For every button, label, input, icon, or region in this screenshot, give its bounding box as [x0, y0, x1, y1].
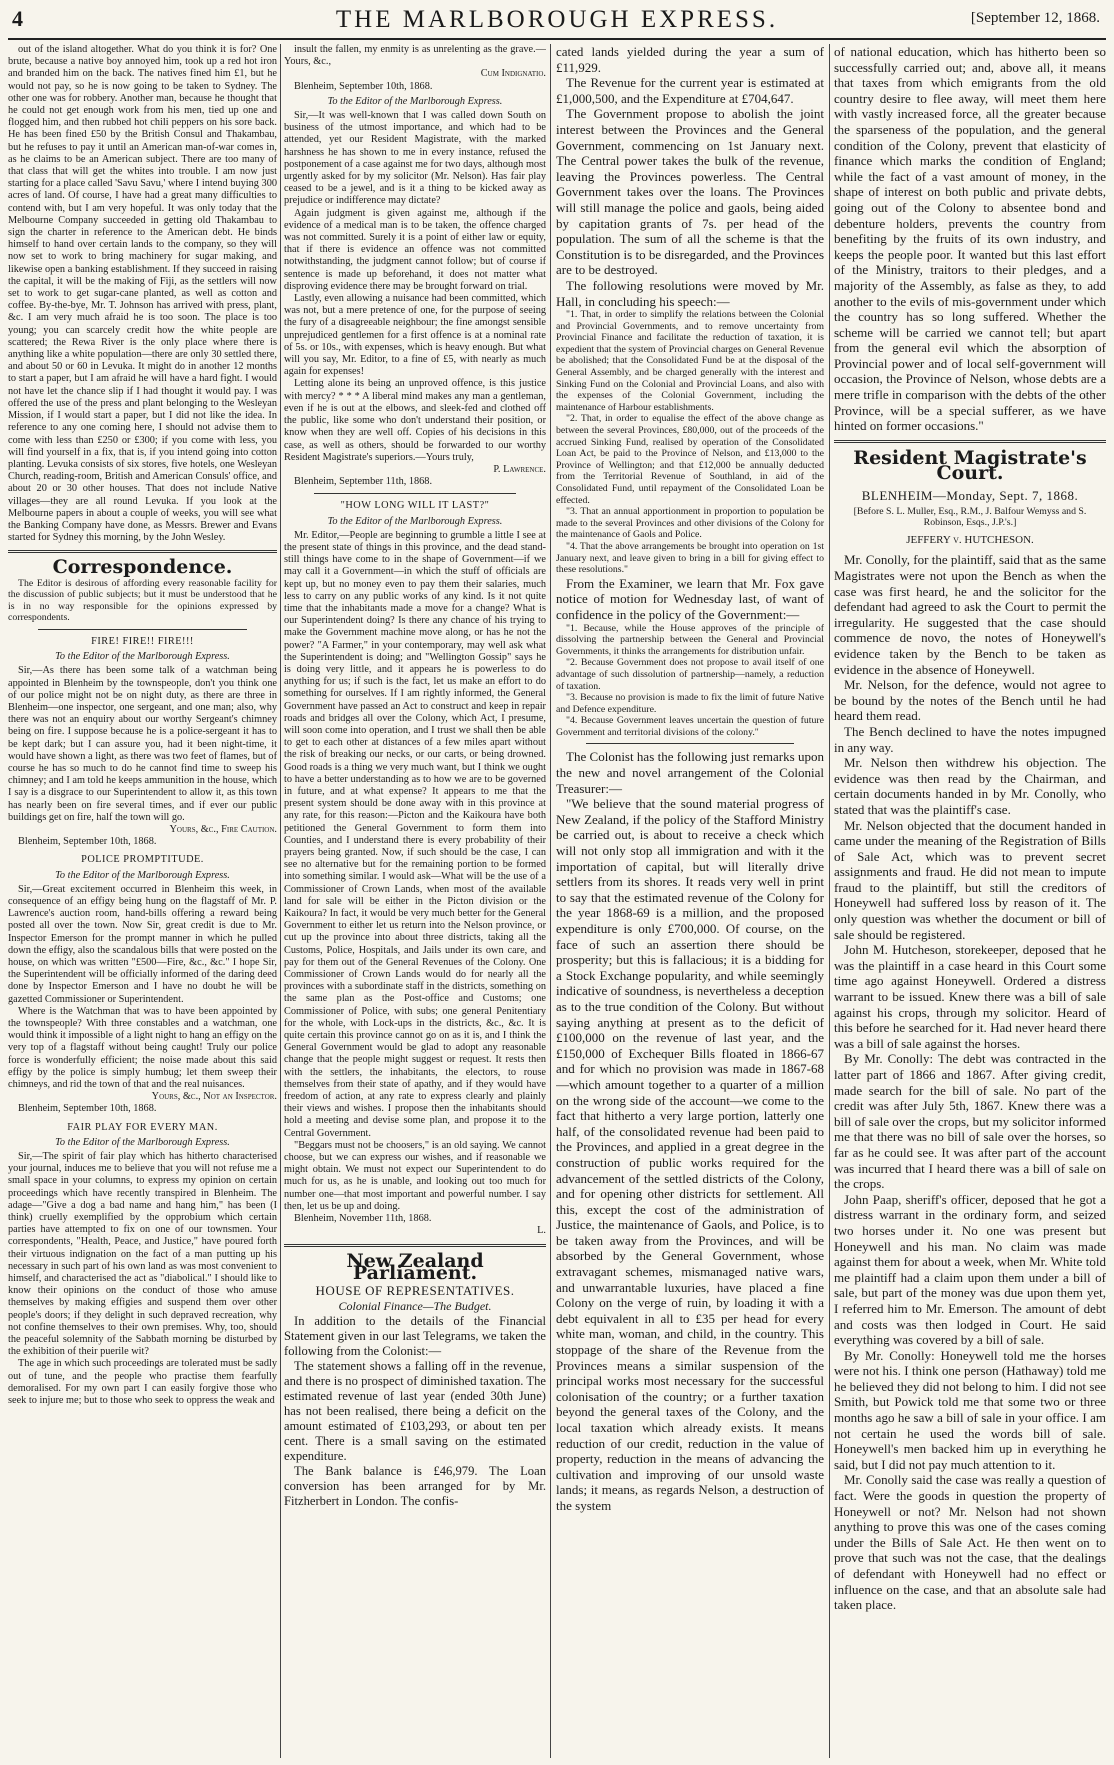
how-long-p1: Mr. Editor,—People are beginning to grumble a little I see at the present state of things in this province, and the dead stand-still things have come to in the shape of Government—if we may call it a Government—in which the stuff of officials are kept up, but no money even to pay them their salaries, much less to carry on any public works of any kind. Is it not quite time that the inhabitants made a move for a change? What is our Superintendent doing? Is there any chance of his trying to make the Government machine move along, or has he not the power? "A Farmer," in your contemporary, may well ask what the Superintendent is doing; and "Wellington Gossip" says he is doing very little, and it appears he is powerless to do anything for us; if such is the fact, let us make an effort to do something for ourselves. If I am rightly informed, the General Government have passed an Act to construct and keep in repair roads and bridges all over the Colony, which Act, I presume, will soon come into operation, and I trust we shall then be able to get to each other at distances of a few miles apart without the risk of breaking our necks, or our carts, or being drowned. Good roads is a thing we very much want, but I think we ought to have a better understanding as to how we are to be governed in future, and at what expense? It appears to me that the present system should be done away with in this province at any rate, for this reason:—Picton and the Kaikoura have both petitioned the General Government to form them into Counties, and I understand there is every probability of their prayers being granted. Now, if such should be the case, I can see no alternative but for the remaining portion to be formed into something similar. I would ask—What will be the use of a Commissioner of Crown Lands, when most of the available land for sale will be either in the Picton division or the Kaikoura? In fact, it would be very much better for the General Government to either let us return into the Nelson province, or cut up the province into about three districts, taking all the Customs, Police, Hospitals, and Jails under its own care, and pay for them out of the General Revenues of the Colony. One Commissioner of Crown Lands would do for nearly all the provinces with a subordinate staff in the districts, something on the same plan as the Post-office and Customs; one Commissioner of Police, with subs; one general Penitentiary for the whole, with Lock-ups in the districts, &c., &c. It is quite certain this province cannot go on as it is, and I think the General Government would be glad to adopt any reasonable change that the people might suggest or request. It rests then with the settlers, the inhabitants, the electors, to rouse themselves from their state of apathy, and if they would have freedom of action, at any rate to express clearly and plainly their views and wishes. I propose then the inhabitants should hold a meeting and devise some plan, and propose it to the Central Government. — [284, 529, 546, 1139]
fire-date: Blenheim, September 10th, 1868. — [18, 836, 157, 848]
court-p7: By Mr. Conolly: The debt was contracted in the latter part of 1866 and 1867. After giving credit, made search for the bill of sale. No part of the credit was after July 5th, 1867. Knew there was a bill of sale over the crops, but my solicitor informed me that there was no bill of sale over the horses, so far as he could see. It was after part of the account was incurred that I heard there was a bill of sale on the crops. — [834, 1051, 1106, 1192]
budget-p2: The statement shows a falling off in the revenue, and there is no prospect of diminished taxation. The estimated revenue of last year (ended 30th June) has not been realised, there being a deficit on the amount estimated of £103,293, or about ten per cent. There is a small saving on the estimated expenditure. — [284, 1359, 546, 1464]
fire-heading: FIRE! FIRE!! FIRE!!! — [91, 635, 194, 647]
editor-notice: The Editor is desirous of affording every reasonable facility for the discussion of public subjects; but it must be understood that he is in no way responsible for the opinions expressed by correspondents. — [8, 577, 277, 624]
fair-play-to-editor: To the Editor of the Marlborough Express. — [55, 1136, 230, 1148]
fair-play-p1: Sir,—The spirit of fair play which has hitherto characterised your journal, induces me to believe that you will not refuse me a small space in your columns, to express my opinion on certain proceedings which have recently transpired in Blenheim. The adage—"Give a dog a bad name and hang him," has been (I think) cruelly exemplified by the opprobium which certain parties have attempted to fix on one of our townsmen. Your correspondents, "Health, Peace, and Justice," have poured forth their virtuous indignation on the fact of a man putting up his necessary in such part of his own land as was most convenient to himself, and characterised the act as "diabolical." I should like to know their opinions on the conduct of those who amuse themselves by making effigies and suspend them over other people's doors; if they delight in such depraved recreation, why not confine themselves to their own premises. Why, too, should the peaceful solemnity of the Sabbath morning be disturbed by the exhibition of their puerile wit? — [8, 1151, 277, 1358]
masthead — [0, 0, 1114, 38]
court-p5: Mr. Nelson objected that the document handed in came under the meaning of the Registration of Bills of Sale Act, which was to prevent secret assignments and fraud. He did not mean to impute fraud to the plaintiff, but still the creditors of Honeywell had suffered loss by reason of it. The only question was whether the document or bill of sale should be registered. — [834, 817, 1106, 942]
police-heading: POLICE PROMPTITUDE. — [81, 854, 204, 866]
how-long-to-editor: To the Editor of the Marlborough Express. — [327, 515, 503, 527]
column-4 — [834, 44, 1106, 1758]
resolution-2: "2. That, in order to equalise the effect of the above change as between the several Provinces, £80,000, out of the proceeds of the accrued Sinking Fund, realised by operation of the Consolidated Loan Act, be paid to the Province of Nelson, and £13,000 to the Province of Wellington; and that £12,000 be annually deducted from the Territorial Revenue of Southland, in aid of the Consolidated Fund, until repayment of the Consolidated Loan be effected. — [556, 413, 824, 506]
separator — [314, 493, 516, 494]
house-heading: HOUSE OF REPRESENTATIVES. — [315, 1282, 515, 1298]
police-letter-p2: Where is the Watchman that was to have been appointed by the townspeople? With three constables and a watchman, one would think it impossible of a light night to hang an effigy on the very top of a flagstaff without being caught! Truly our police force is wonderfully efficient; the noise made about this said effigy by the police is simply humbug; let them sweep their chimneys, and rid the town of that and the real nuisances. — [8, 1005, 277, 1091]
resolution-1: "1. That, in order to simplify the relations between the Colonial and Provincial Governments, and to remove uncertainty from Provincial Finance and facilitate the reduction of taxation, it is expedient that the system of Provincial charges on General Revenue be abolished; that the Consolidated Fund be at the disposal of the General Assembly, and be charged generally with the interest and Sinking Fund on the Colonial and Provincial Loans, and also with the expenses of the Colonial Government, including the maintenance of Harbour establishments. — [556, 309, 824, 413]
column-divider — [550, 44, 551, 1758]
column-2 — [284, 44, 546, 1758]
police-signature: Yours, &c., Not an Inspector. — [151, 1091, 277, 1103]
court-p8: John Paap, sheriff's officer, deposed that he got a distress warrant in the ordinary form, and seized two horses under it. No one was present but Honeywell and his man. No claim was made against them for about a week, when Mr. White told me plaintiff had a claim upon them under a bill of sale, but part of the money was due upon them yet, I referred him to Mr. Emerson. The amount of debt and costs was then lodged in Court. He said everything was covered by a bill of sale. — [834, 1191, 1106, 1348]
masthead-rule — [8, 38, 1106, 40]
how-long-signature: L. — [537, 1225, 546, 1237]
section-rule — [284, 1244, 546, 1247]
court-bench: [Before S. L. Muller, Esq., R.M., J. Balfour Wemyss and S. Robinson, Esqs., J.P.'s.] — [853, 505, 1087, 529]
police-letter-p1: Sir,—Great excitement occurred in Blenheim this week, in consequence of an effigy being hung on the flagstaff of Mr. P. Lawrence's auction room, hand-bills offering a reward being posted all over the town. Now Sir, great credit is due to Mr. Inspector Emerson for the prompt manner in which he pulled down the effigy, also the scandalous bills that were posted on the house, on which was written "£500—Fire, &c., &c." I hope Sir, the Superintendent will be officially informed of the daring deed done by Inspector Emerson and I have no doubt he will be gazetted Commissioner or Superintendent. — [8, 883, 277, 1005]
fox-point-3: "3. Because no provision is made to fix the limit of future Native and Defence expenditure. — [556, 692, 824, 715]
budget-cont-1: cated lands yielded during the year a sum of £11,929. — [556, 44, 824, 75]
budget-cont-3: The Government propose to abolish the joint interest between the Provinces and the General Government, commencing on 1st January next. The Central power takes the bulk of the revenue, leaving the Provinces powerless. The Central Government takes over the loans. The Provinces will still manage the police and gaols, being aided by capitation grants of 7s. per head of the population. The sum of all the scheme is that the Constitution is to be disregarded, and the Provinces are to be destroyed. — [556, 106, 824, 278]
fire-signature: Yours, &c., Fire Caution. — [169, 823, 277, 835]
newspaper-title: THE MARLBOROUGH EXPRESS. — [335, 6, 779, 33]
resolution-3: "3. That an annual apportionment in proportion to population be made to the several Provinces and other divisions of the Colony for the maintenance of Gaols and Police. — [556, 506, 824, 541]
how-long-date: Blenheim, November 11th, 1868. — [294, 1213, 432, 1225]
judgment-p3: Lastly, even allowing a nuisance had been committed, which was not, but a mere pretence of one, for the purpose of seeing the fury of a disagreeable neighbour; the fine amongst sensible unprejudiced gentlemen for a first offence is at a nominal rate of 5s. or 10s., with expenses, which is heavy enough. But what will you say, Mr. Editor, to a fine of £5, with nearly as much again for expenses! — [284, 293, 546, 378]
court-heading: Resident Magistrate's Court. — [853, 446, 1087, 485]
section-rule — [8, 550, 277, 553]
resolution-4: "4. That the above arrangements be brought into operation on 1st January next, and leave given to bring in a bill for giving effect to these resolutions." — [556, 540, 824, 576]
issue-date: [September 12, 1868. — [970, 10, 1100, 26]
column-divider — [829, 44, 830, 1758]
page-number: 4 — [12, 6, 23, 31]
fire-to-editor: To the Editor of the Marlborough Express. — [55, 651, 230, 663]
court-p6: John M. Hutcheson, storekeeper, deposed that he was the plaintiff in a case heard in this Court some time ago against Honeywell. Ordered a distress warrant to be issued. Knew there was a bill of sale against his crops, through my solicitor. Heard of this before he searched for it. Had never heard there was a bill of sale against the horses. — [834, 942, 1106, 1051]
insult-letter-end: insult the fallen, my enmity is as unrelenting as the grave.—Yours, &c., — [284, 44, 546, 68]
colonist-quote-cont: of national education, which has hitherto been so successfully carried out; and, above all, it means that taxes from which emigrants from the old country desire to flee away, will meet them here with vastly increased force, all the greater because the sparseness of the population, and the general condition of the Colony, prevent that elasticity of finance which marks the condition of England; while the fact of a vast amount of money, in the shape of interest on both public and private debts, going out of the Colony to absentee bond and debenture holders, prevents the country from benefiting by the fruits of its own industry, and keeps the people poor. It wanted but this last effort of the Ministry, traitors to their pledges, and a majority of the Assembly, as false as they, to add another to the evils of mis-government under which the country has so long suffered. Whether the scheme will be carried we cannot tell; but apart from the general evil which the absorption of Provincial power and of local self-government will occasion, the Province of Nelson, whose debts are a mere trifle in comparison with the debts of the other Province, will be a special sufferer, as we have hinted on former occasions." — [834, 44, 1106, 434]
court-p9: By Mr. Conolly: Honeywell told me the horses were not his. I think one person (Hathaway) told me he believed they did not belong to him. I did not see Smith, but Powick told me that some two or three months ago he saw a bill of sale in your office. I am not certain he used the words bill of sale. Honeywell's men backed him up in everything he said, but I did not pay much attention to it. — [834, 1347, 1106, 1472]
court-p1: Mr. Conolly, for the plaintiff, said that as the same Magistrates were not upon the Bench as when the case was first heard, he and the solicitor for the defendant had agreed to ask the Court to permit the irregularity. He suggested that the case should commence de novo, the notes of Honeywell's evidence taken by the Bench to be taken as evidence in the absence of Honeywell. — [834, 552, 1106, 677]
fair-play-p2: The age in which such proceedings are tolerated must be sadly out of tune, and the people who practise them fearfully demoralised. For my own part I can easily forgive those who seek to injure me; but to those who seek to oppress the weak and — [8, 1358, 277, 1407]
insult-signature: Cum Indignatio. — [480, 68, 546, 80]
judgment-p4: Letting alone its being an unproved offence, is this justice with mercy? * * * A liberal mind makes any man a gentleman, even if he is out at the elbows, and sleek-fed and clothed off the public, like some who don't understand their position, or know when they are well off. Copies of his decisions in this case, as well as others, should be forwarded to our worthy Resident Magistrate's superiors.—Yours truly, — [284, 378, 546, 463]
budget-p3: The Bank balance is £46,979. The Loan conversion has been arranged for by Mr. Fitzherbert in London. The confis- — [284, 1464, 546, 1509]
correspondence-heading: Correspondence. — [52, 556, 233, 579]
fiji-letter: out of the island altogether. What do you think it is for? One brute, because a native boy annoyed him, took up a red hot iron and branded him on the back. The natives fined him £1, but he would not pay, so he is now going to be taken to Sydney. The other one was for robbery. Another man, because he thought that he could not get enough work from his men, tied up one and flogged him, and then rubbed hot chili peppers on his sore back. He has been fined £50 by the British Consul and Thakambau, but he refuses to pay it until an American man-of-war comes in, as he claims to be an American subject. There are too many of that class that will get the whites into trouble. I am now just starting for a place called 'Savu Savu,' where I intend buying 300 acres of land. Of course, I have had a great many difficulties to contend with, but I am very hopeful. It was only today that the Melbourne Company succeeded in getting old Thakambau to sign the charter in reference to the American debt. He binds himself to hand over certain lands to the company, so they will now set to work to bring machinery for sugar making, and likewise open a banking establishment. If they succeed in raising the capital, it will be the making of Fiji, as the settlers will now set to work to get sugar-cane planted, as well as cotton and coffee. By-the-bye, Mr. T. Johnson has arrived with press, plant, &c. I am very much afraid he is too soon. The place is too young; you can scarcely credit how the white people are scattered; the Rewa River is the only place where there is anything like a white population—there are only 30 settled there, and about 50 or 60 in Levuka. It might do in another 12 months to start a paper, but I am afraid he will have a hard fight. I would not have let the chance slip if I had thought it would pay. I was offered the use of the press and plant belonging to the Wesleyan Mission, if I would start a paper, but I did not like the idea. In reference to any one coming here, I should not advise them to come with less than £250 or £300; if you come with less, you will find yourself in a fix, that is, if you intend going into cotton planting. Levuka consists of six stores, five hotels, one Wesleyan Church, reading-room, British and American Consuls' office, and about 20 or 30 other houses. That does not include Native villages—they are all round Levuka. If you look at the Melbourne papers in about a couple of weeks, you will see what the Banking Company have done, as Messrs. Brewer and Evans started for Sydney this morning, by the John Wesley. — [8, 44, 277, 544]
column-1 — [8, 44, 277, 1758]
fox-point-1: "1. Because, while the House approves of the principle of dissolving the partnership between the General and Provincial Governments, it thinks the arrangements for distribution unfair. — [556, 622, 824, 657]
police-date: Blenheim, September 10th, 1868. — [18, 1103, 157, 1115]
judgment-signature: P. Lawrence. — [493, 463, 546, 475]
budget-cont-2: The Revenue for the current year is estimated at £1,000,500, and the Expenditure at £704,647. — [556, 75, 824, 106]
column-divider — [280, 44, 281, 1758]
fox-point-2: "2. Because Government does not propose to avail itself of one advantage of such dissolution of partnership—namely, a reduction of taxation. — [556, 657, 824, 692]
court-p3: The Bench declined to have the notes impugned in any way. — [834, 723, 1106, 755]
court-date: BLENHEIM—Monday, Sept. 7, 1868. — [861, 488, 1079, 504]
section-rule — [834, 440, 1106, 443]
court-p4: Mr. Nelson then withdrew his objection. The evidence was then read by the Chairman, and certain documents handed in by Mr. Conolly, who stated that was the plaintiff's case. — [834, 755, 1106, 817]
insult-date: Blenheim, September 10th, 1868. — [294, 80, 433, 92]
budget-intro: In addition to the details of the Financial Statement given in our last Telegrams, we taken the following from the Colonist:— — [284, 1314, 546, 1359]
budget-subheading: Colonial Finance—The Budget. — [338, 1299, 492, 1314]
separator — [38, 629, 247, 630]
judgment-p1: Sir,—It was well-known that I was called down South on business of the utmost importance, and which had to be attended, yet our Resident Magistrate, with the marked harshness he has shown to me in every instance, refused the postponement of a case against me for two days, although most urgently asked for by my solicitor (Mr. Nelson). Has fair play ceased to be a jewel, and is it a thing to be kicked away as prejudice or indifference may dictate? — [284, 110, 546, 207]
case-name: JEFFERY v. HUTCHESON. — [906, 533, 1034, 546]
colonist-intro: The Colonist has the following just remarks upon the new and novel arrangement of the Colonial Treasurer:— — [556, 749, 824, 796]
budget-cont-4: The following resolutions were moved by Mr. Hall, in concluding his speech:— — [556, 277, 824, 309]
fair-play-heading: FAIR PLAY FOR EVERY MAN. — [67, 1121, 218, 1133]
judgment-to-editor: To the Editor of the Marlborough Express. — [327, 95, 503, 107]
fox-point-4: "4. Because Government leaves uncertain the question of future Government and territorial divisions of the colony." — [556, 715, 824, 738]
examiner-intro: From the Examiner, we learn that Mr. Fox gave notice of motion for Wednesday last, of want of confidence in the policy of the Government:— — [556, 575, 824, 622]
how-long-p2: "Beggars must not be choosers," is an old saying. We cannot choose, but we can express our wishes, and if reasonable we might obtain. We must not expect our Superintendent to do much for us, as he is unable, and looking out too much for number one—that most important and powerful number. I say then, let us be up and doing. — [284, 1139, 546, 1212]
judgment-date: Blenheim, September 11th, 1868. — [294, 476, 433, 488]
court-p2: Mr. Nelson, for the defence, would not agree to be bound by the notes of the Bench until he had heard them read. — [834, 677, 1106, 724]
fire-letter: Sir,—As there has been some talk of a watchman being appointed in Blenheim by the townspeople, don't you think one of our police might not be on night duty, as there are three in Blenheim—one inspector, one sergeant, and one man; also, why there was not an enquiry about our worthy Sergeant's chimney being on fire. I suppose because he is a police-sergeant it has to be kept dark; but I can assure you, had it been night-time, it would have shown a light, as there was two feet of flames, but of course he has so much to do he cannot find time to sweep his chimney; and I am told he keeps ammunition in the house, which I say is a disgrace to our Superintendent to allow it, as this town has nearly been on fire several times, and if ever our public buildings get on fire, half the town will go. — [8, 665, 277, 823]
how-long-heading: "HOW LONG WILL IT LAST?" — [340, 500, 490, 512]
separator — [586, 743, 794, 744]
parliament-heading: New Zealand Parliament. — [346, 1249, 484, 1284]
column-3 — [556, 44, 824, 1758]
colonist-quote: "We believe that the sound material progress of New Zealand, if the policy of the Stafford Ministry be carried out, is about to receive a check which will not only stop all immigration and with it the importation of capital, but will literally drive settlers from its shores. It reads very well in print to say that the estimated revenue of the Colony for the year 1868-69 is a million, and the proposed expenditure is only £700,000. Of course, on the face of such an assertion there should be prosperity; but this is fallacious; it is a bidding for a Stock Exchange popularity, and while seemingly indicative of soundness, is nevertheless a deception as to the true condition of the Colony. But without saying anything at present as to the deficit of £100,000 on the revenue of last year, and the £150,000 of Exchequer Bills floated in 1866-67 and for which no provision was made in 1867-68—which amount together to a quarter of a million on the wrong side of the account—we come to the fact that hitherto a very large portion, latterly one half, of the consolidated revenue had been paid to the Provinces, and applied in a great degree in the construction of public works required for the advancement of the settled districts of the Colony, and for opening other districts for settlement. All this, except the cost of the administration of Justice, the maintenance of Gaols, and Police, is to be taken away from the Provinces, and will be absorbed by the General Government, whose extravagant schemes, mismanaged native wars, and unwarrantable luxuries, have placed a fine Colony on the verge of ruin, by loading it with a debt equivalent in all to £35 per head for every white man, woman, and child, in the country. This stoppage of the share of the Revenue from the Provinces means a similar suspension of the principal works most necessary for the successful colonisation of the country; or a further taxation beyond the general taxes of the Colony, and the local taxation which already exists. It means reduction of our credit, reduction in the value of property, reduction in the means of advancing the cultivation and improving of our unsold waste lands; it means, as regards Nelson, a destruction of the system — [556, 796, 824, 1513]
police-to-editor: To the Editor of the Marlborough Express. — [55, 869, 230, 881]
judgment-p2: Again judgment is given against me, although if the evidence of a medical man is to be taken, the offence charged was not committed. Surely it is a point of either law or equity, that if there is evidence an offence was not committed notwithstanding, the judgment cannot follow; but of course if sentence is made up beforehand, it does not matter what disproving evidence there may be brought forward on trial. — [284, 207, 546, 292]
court-p10: Mr. Conolly said the case was really a question of fact. Were the goods in question the property of Honeywell or not? Mr. Nelson had not shown anything to prove this was one of the cases coming under the Bills of Sale Act. He then went on to prove that such was not the case, that the dealings of defendant with Honeywell had no effect or influence on the case, and that an absolute sale had taken place. — [834, 1472, 1106, 1613]
